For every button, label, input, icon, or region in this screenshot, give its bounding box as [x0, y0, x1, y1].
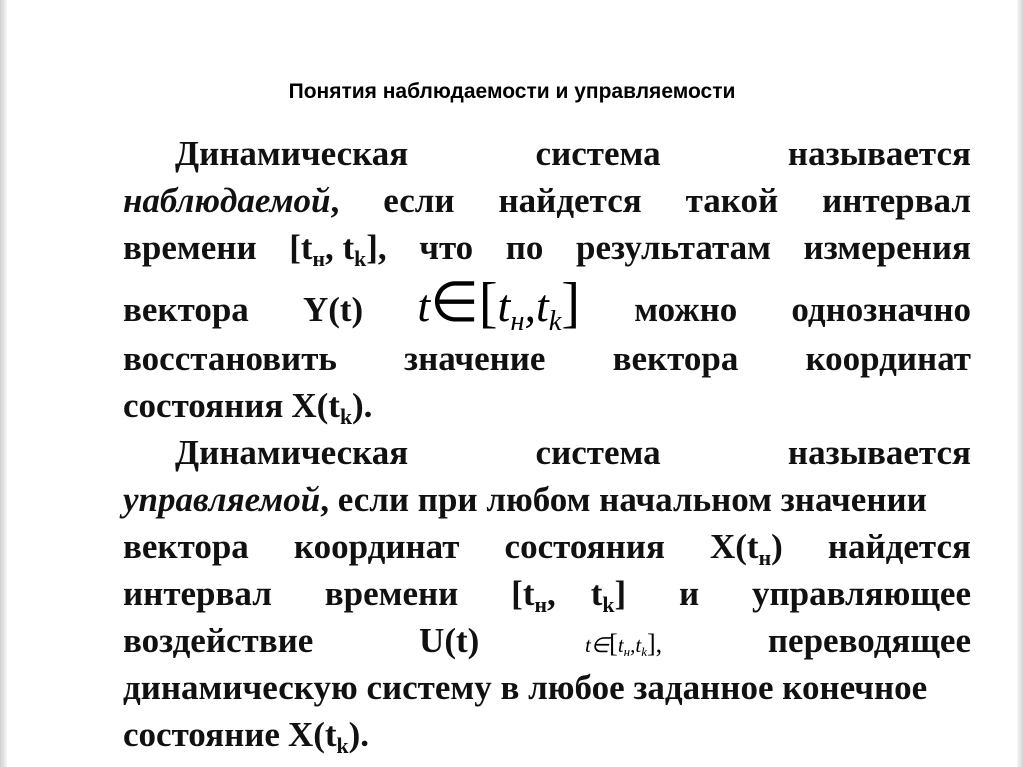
p2-line-6: динамическую систему в любое заданное конечное [123, 668, 928, 707]
p2-line-5: воздействие U(t) $t\in[t_н,t_k]$, переводящее [123, 617, 971, 664]
slide-body [123, 130, 971, 758]
state-vector-xtk-2: $X(t_k)$. [287, 715, 369, 758]
interval-notation: [$t_н$, $t_k$], [289, 228, 387, 271]
p1-line-2: наблюдаемой, если найдется такой интервал [123, 181, 971, 220]
p2-line-2: управляемой , если при любом начальном значении [123, 476, 971, 523]
term-controllable: управляемой [123, 480, 321, 519]
state-vector-xtk: $X(t_k)$. [291, 386, 373, 429]
slide-right-edge [1017, 0, 1024, 767]
formula-t-in-interval-small: $t\in[t_н,t_k]$, [585, 629, 663, 660]
page-title: Понятия наблюдаемости и управляемости [288, 80, 736, 103]
p2-line-7: состояние $X(t_k)$. [123, 711, 971, 758]
p2-line-1: Динамическая система называется [175, 433, 971, 472]
interval-notation-2: [$t_н$, $t_k$] [511, 574, 627, 617]
p1-line-4: вектора Y(t) $t\in[t_н,t_k]$ можно однозначно [123, 272, 971, 338]
p1-line-6: состояния $X(t_k)$. [123, 382, 971, 429]
term-observable: наблюдаемой [123, 181, 331, 220]
p2-line-4: интервал времени [$t_н$, $t_k$] и управляющее [123, 570, 971, 617]
p2-line-3: вектора координат состояния $X(t_н)$ найдется [123, 523, 971, 570]
formula-t-in-interval: $t\in[t_н,t_k]$ [417, 272, 581, 338]
p1-line-1: Динамическая система называется [175, 134, 971, 173]
state-vector-xtn: $X(t_н)$ [709, 527, 783, 570]
p1-line-3: времени [$t_н$, $t_k$], что по результатам измерения [123, 224, 971, 271]
p1-line-5: восстановить значение вектора координат [123, 339, 971, 378]
slide-left-edge [0, 0, 7, 767]
